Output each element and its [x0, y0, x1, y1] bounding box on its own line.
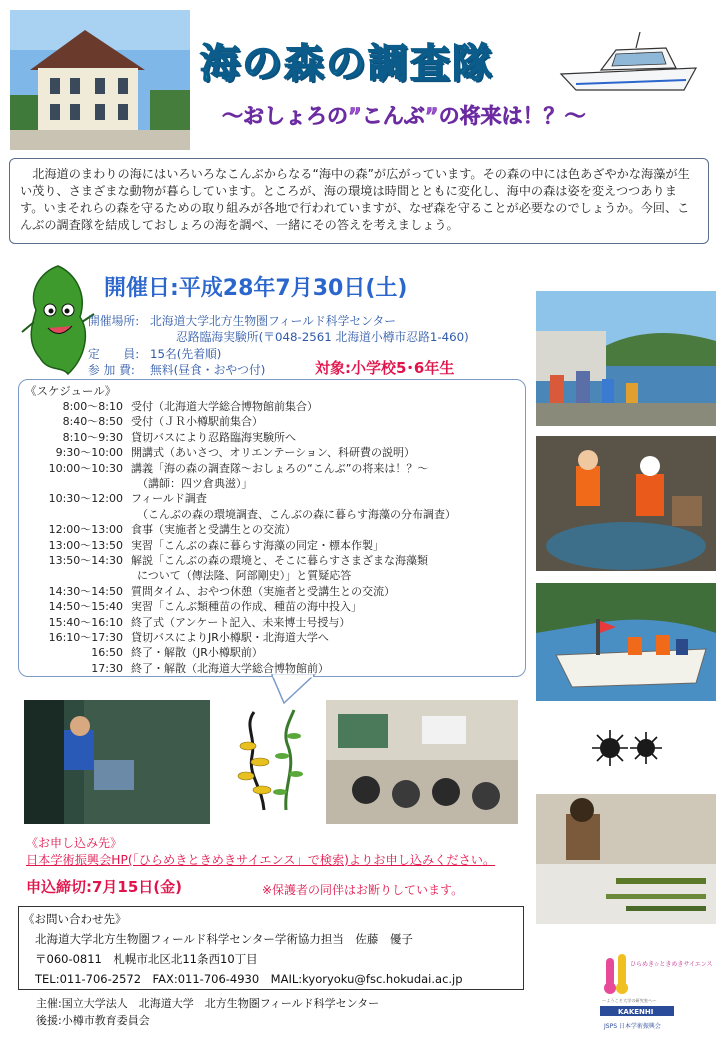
- guardian-note: ※保護者の同伴はお断りしています。: [262, 883, 464, 897]
- schedule-row: [19, 615, 519, 630]
- schedule-row: [19, 430, 519, 445]
- schedule-time: 10:30～12:00: [48, 492, 123, 506]
- schedule-time: 17:30: [91, 661, 123, 675]
- fee-value: 無料(昼食・おやつ付): [150, 363, 266, 377]
- schedule-desc: 終了・解散（JR小樽駅前）: [131, 646, 263, 660]
- schedule-time: 8:00～8:10: [62, 400, 123, 413]
- logo-main-text: ひらめき☆ときめきサイエンス: [630, 961, 713, 968]
- pier-photo: [536, 291, 716, 426]
- schedule-time: 12:00～13:00: [48, 523, 123, 537]
- schedule-time: 14:30～14:50: [48, 584, 123, 598]
- schedule-time: 16:50: [91, 646, 123, 660]
- sea-urchin-illustration: [588, 726, 666, 770]
- schedule-time: 10:00～10:30: [48, 461, 123, 475]
- kelp-mascot-illustration: [18, 262, 98, 380]
- contact-org: 北海道大学北方生物圏フィールド科学センター学術協力担当 佐藤 優子: [35, 932, 413, 946]
- page-title: 海の森の調査隊: [200, 41, 494, 87]
- schedule-row: [19, 445, 519, 460]
- schedule-desc: 受付（ＪＲ小樽駅前集合）: [131, 415, 263, 429]
- logo-sub-text: ～ようこそ大学の研究室へ～: [602, 998, 657, 1003]
- boat-trip-photo: [536, 583, 716, 701]
- target-audience: 対象:小学校5･6年生: [315, 359, 455, 377]
- schedule-row: [19, 630, 519, 645]
- schedule-row: [19, 476, 519, 491]
- schedule-time: 15:40～16:10: [48, 615, 123, 629]
- logo-kakenhi-text: KAKENHI: [618, 1008, 654, 1016]
- schedule-row: [19, 399, 519, 414]
- schedule-row: [19, 507, 519, 522]
- venue-label: 開催場所:: [88, 314, 140, 328]
- schedule-time: 8:10～9:30: [62, 430, 123, 444]
- contact-heading: 《お問い合わせ先》: [23, 912, 127, 926]
- schedule-desc: （こんぶの森の環境調査、こんぶの森に暮らす海藻の分布調査）: [137, 507, 456, 521]
- page-subtitle: ～おしょろの”こんぶ”の将来は！？～: [222, 104, 586, 128]
- schedule-heading: 《スケジュール》: [25, 384, 117, 398]
- schedule-time: 8:40～8:50: [62, 415, 123, 429]
- rocky-shore-photo: [536, 436, 716, 571]
- schedule-time: 13:00～13:50: [48, 538, 123, 552]
- schedule-desc: 実習「こんぶの森に暮らす海藻の同定・標本作製」: [131, 538, 384, 552]
- kakenhi-logo: [596, 950, 713, 1034]
- lab-specimen-photo: [536, 794, 716, 924]
- schedule-box: [18, 379, 526, 677]
- fee-label: 参 加 費:: [88, 363, 135, 377]
- boat-illustration: [556, 26, 706, 101]
- contact-box: [18, 906, 524, 990]
- schedule-row: [19, 538, 519, 553]
- schedule-desc: 開講式（あいさつ、オリエンテーション、科研費の説明）: [131, 446, 416, 460]
- contact-phone: TEL:011-706-2572 FAX:011-706-4930 MAIL:kyoryoku@fsc.hokudai.ac.jp: [35, 972, 463, 986]
- logo-jsps-text: JSPS 日本学術振興会: [604, 1023, 661, 1030]
- schedule-row: [19, 645, 519, 660]
- schedule-desc: フィールド調査: [131, 492, 207, 506]
- schedule-desc: 貸切バスにより忍路臨海実験所へ: [131, 430, 296, 444]
- schedule-time: 16:10～17:30: [48, 631, 123, 644]
- lecture-photo: [326, 700, 518, 824]
- schedule-row: [19, 461, 519, 476]
- support-text: 後援:小樽市教育委員会: [36, 1014, 150, 1027]
- capacity-value: 15名(先着順): [150, 347, 222, 361]
- application-deadline: 申込締切:7月15日(金): [26, 878, 183, 896]
- schedule-row: [19, 661, 519, 676]
- schedule-desc: 講義「海の森の調査隊～おしょろの“こんぶ”の将来は！？～: [131, 461, 429, 475]
- venue-line-2: 忍路臨海実験所(〒048-2561 北海道小樽市忍路1-460): [176, 330, 469, 344]
- schedule-desc: 質問タイム、おやつ休憩（実施者と受講生との交流）: [131, 584, 396, 598]
- schedule-row: [19, 491, 519, 506]
- schedule-row: [19, 568, 519, 583]
- event-date: 開催日:平成28年7月30日(土): [104, 276, 408, 301]
- schedule-desc: 貸切バスによりJR小樽駅・北海道大学へ: [131, 631, 329, 644]
- underwater-photo: [24, 700, 210, 824]
- bubble-tail: [270, 675, 330, 705]
- schedule-time: 9:30～10:00: [55, 446, 123, 460]
- contact-address: 〒060-0811 札幌市北区北11条西10丁目: [35, 952, 258, 966]
- schedule-row: [19, 599, 519, 614]
- schedule-time: 13:50～14:30: [48, 554, 123, 567]
- building-photo: [10, 10, 190, 150]
- schedule-desc: 終了・解散（北海道大学総合博物館前）: [131, 661, 329, 675]
- schedule-row: [19, 522, 519, 537]
- schedule-desc: 食事（実施者と受講生との交流）: [131, 523, 296, 537]
- schedule-desc: 解説「こんぶの森の環境と、そこに暮らすさまざまな海藻類: [131, 554, 428, 567]
- intro-text: 北海道のまわりの海にはいろいろなこんぶからなる“海中の森”が広がっています。その森の中には色あざやかな海藻が生い茂り、さまざまな動物が暮らしています。ところが、海の環境は時間とともに変化し、海中の森は姿を変えつつあります。いまそれらの森を守るための取り組みが各地で行われていますが、なぜ森を守ることが必要なのでしょうか。今回、こんぶの調査隊を結成しておしょろの海を調べ、一緒にその答えを考えましょう。: [9, 158, 709, 244]
- schedule-desc: 実習「こんぶ類種苗の作成、種苗の海中投入」: [131, 600, 362, 614]
- schedule-row: [19, 414, 519, 429]
- venue-line-1: 北海道大学北方生物圏フィールド科学センター: [150, 314, 397, 328]
- application-instruction: 日本学術振興会HP(「ひらめきときめきサイエンス」で検索)よりお申し込みください。: [26, 853, 496, 867]
- schedule-desc: 受付（北海道大学総合博物館前集合）: [131, 400, 318, 413]
- schedule-desc: （講師：四ツ倉典滋）」: [137, 477, 253, 490]
- schedule-row: [19, 584, 519, 599]
- seaweed-illustration: [234, 706, 312, 814]
- schedule-desc: 終了式（アンケート記入、未来博士号授与）: [131, 615, 351, 629]
- organizer-text: 主催:国立大学法人 北海道大学 北方生物圏フィールド科学センター: [36, 997, 380, 1010]
- schedule-time: 14:50～15:40: [48, 600, 123, 614]
- schedule-desc: について（傳法隆、阿部剛史）」と質疑応答: [137, 569, 352, 583]
- application-heading: 《お申し込み先》: [26, 836, 123, 850]
- capacity-label: 定 員:: [88, 347, 140, 361]
- schedule-row: [19, 553, 519, 568]
